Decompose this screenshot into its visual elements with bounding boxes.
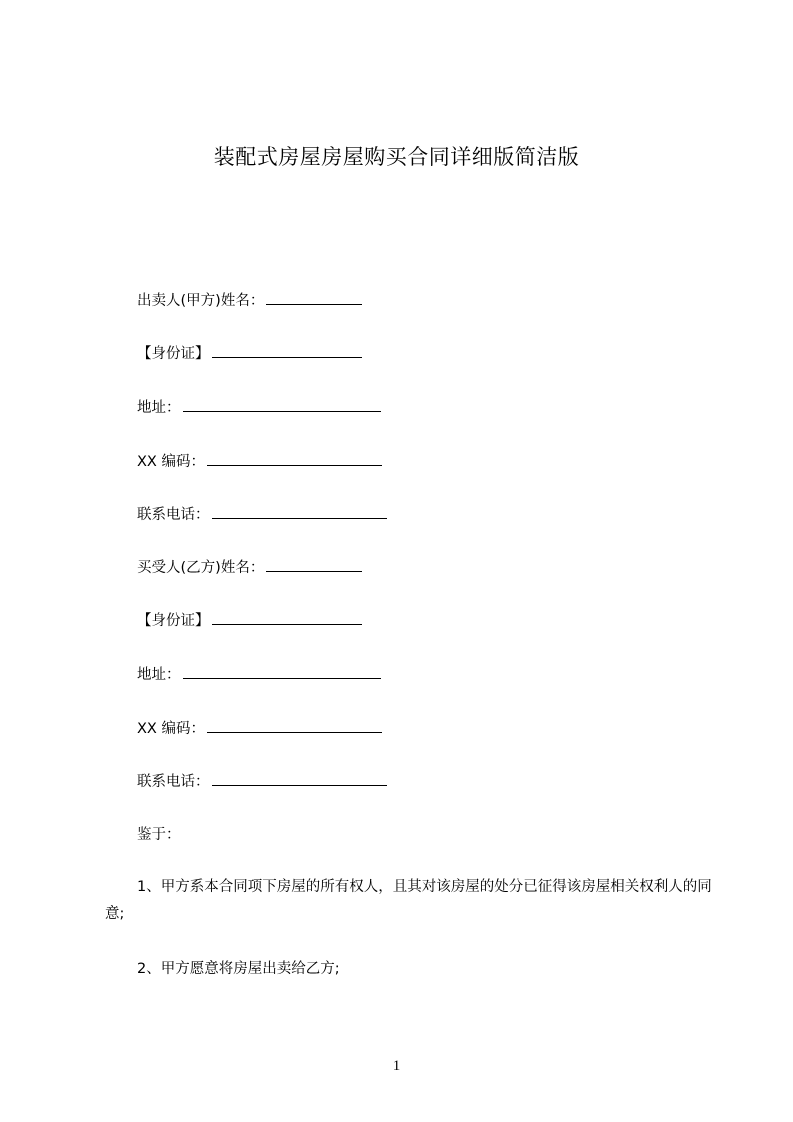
buyer-phone-line [137,771,387,793]
seller-code-label: XX 编码： [137,454,205,470]
seller-name-line [137,290,362,312]
buyer-id-blank[interactable] [212,610,362,625]
seller-name-label: 出卖人(甲方)姓名： [137,293,265,309]
seller-address-line [137,397,381,419]
seller-id-line [137,343,362,365]
seller-address-label: 地址： [137,400,181,416]
whereas-label: 鉴于： [137,827,181,843]
buyer-code-label: XX 编码： [137,721,205,737]
buyer-id-line [137,610,362,632]
whereas-heading [137,824,181,846]
seller-code-blank[interactable] [207,451,382,466]
buyer-name-line [137,557,362,579]
buyer-phone-blank[interactable] [212,771,387,786]
clause-1: 1、甲方系本合同项下房屋的所有权人，且其对该房屋的处分已征得该房屋相关权利人的同意; [105,879,712,922]
buyer-name-blank[interactable] [266,557,362,572]
buyer-address-label: 地址： [137,667,181,683]
seller-id-blank[interactable] [212,343,362,358]
clause-2: 2、甲方愿意将房屋出卖给乙方; [137,961,340,977]
buyer-phone-label: 联系电话： [137,774,210,790]
seller-id-label: 【身份证】 [137,346,210,362]
seller-phone-line [137,504,387,526]
buyer-address-blank[interactable] [183,664,381,679]
seller-name-blank[interactable] [266,290,362,305]
buyer-address-line [137,664,381,686]
seller-address-blank[interactable] [183,397,381,412]
seller-phone-blank[interactable] [212,504,387,519]
buyer-code-line [137,718,382,740]
buyer-id-label: 【身份证】 [137,613,210,629]
buyer-code-blank[interactable] [207,718,382,733]
seller-phone-label: 联系电话： [137,507,210,523]
document-title: 装配式房屋房屋购买合同详细版简洁版 [213,145,580,169]
buyer-name-label: 买受人(乙方)姓名： [137,560,265,576]
page-number: 1 [392,1058,401,1074]
seller-code-line [137,451,382,473]
